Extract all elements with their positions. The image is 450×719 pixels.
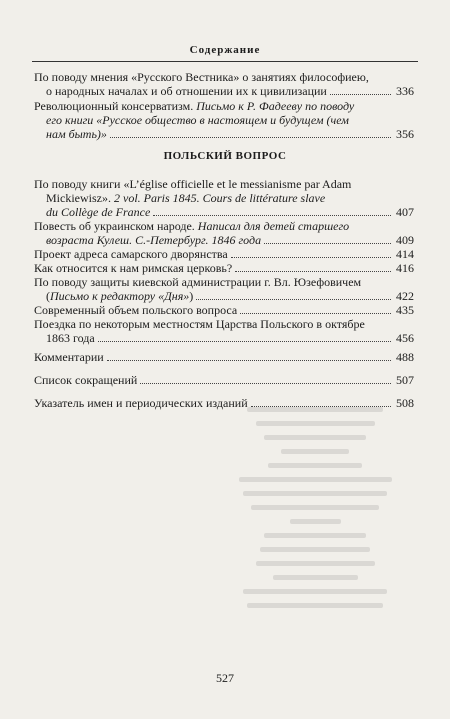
toc-entry: Список сокращений 507 — [34, 373, 414, 387]
page-number: 414 — [396, 247, 414, 261]
page-number: 422 — [396, 289, 414, 303]
page-number: 407 — [396, 205, 414, 219]
bleed-through-texture — [230, 398, 400, 668]
toc-entry: Революционный консерватизм. Письмо к Р. Фадееву по поводу его книги «Русское общество в настоящем и будущем (чем нам быть)» 356 — [34, 99, 414, 141]
toc-entry: Повесть об украинском народе. Написал для детей старшего возраста Кулеш. С.-Петербург. 1846 года 409 — [34, 219, 414, 247]
page-number: 356 — [396, 127, 414, 141]
toc-entry: Проект адреса самарского дворянства 414 — [34, 247, 414, 261]
toc-entry: Комментарии 488 — [34, 350, 414, 364]
toc-entry: Как относится к нам римская церковь? 416 — [34, 261, 414, 275]
toc-entry: По поводу мнения «Русского Вестника» о занятиях философиею, о народных началах и об отношении их к цивилизации 336 — [34, 70, 414, 98]
page-number: 507 — [396, 373, 414, 387]
running-head: Содержание — [189, 44, 261, 56]
toc-entry: Указатель имен и периодических изданий 508 — [34, 396, 414, 410]
toc-entry: По поводу защиты киевской администрации г. Вл. Юзефовичем (Письмо к редактору «Дня») 422 — [34, 275, 414, 303]
toc-entry: Современный объем польского вопроса 435 — [34, 303, 414, 317]
page-number: 488 — [396, 350, 414, 364]
page-number: 416 — [396, 261, 414, 275]
page-number: 435 — [396, 303, 414, 317]
page-number: 456 — [396, 331, 414, 345]
toc-top — [34, 70, 414, 141]
header-rule — [32, 61, 418, 62]
page-number: 508 — [396, 396, 414, 410]
toc-polish — [34, 177, 414, 345]
page-folio: 527 — [216, 671, 234, 685]
page-number: 409 — [396, 233, 414, 247]
section-title: ПОЛЬСКИЙ ВОПРОС — [163, 150, 287, 162]
toc-entry: Поездка по некоторым местностям Царства Польского в октябре 1863 года 456 — [34, 317, 414, 345]
page-number: 336 — [396, 84, 414, 98]
toc-entry: По поводу книги «L’église officielle et le messianisme par Adam Mickiewisz». 2 vol. Paris 1845. Cours de littérature slave du Collège de France 407 — [34, 177, 414, 219]
